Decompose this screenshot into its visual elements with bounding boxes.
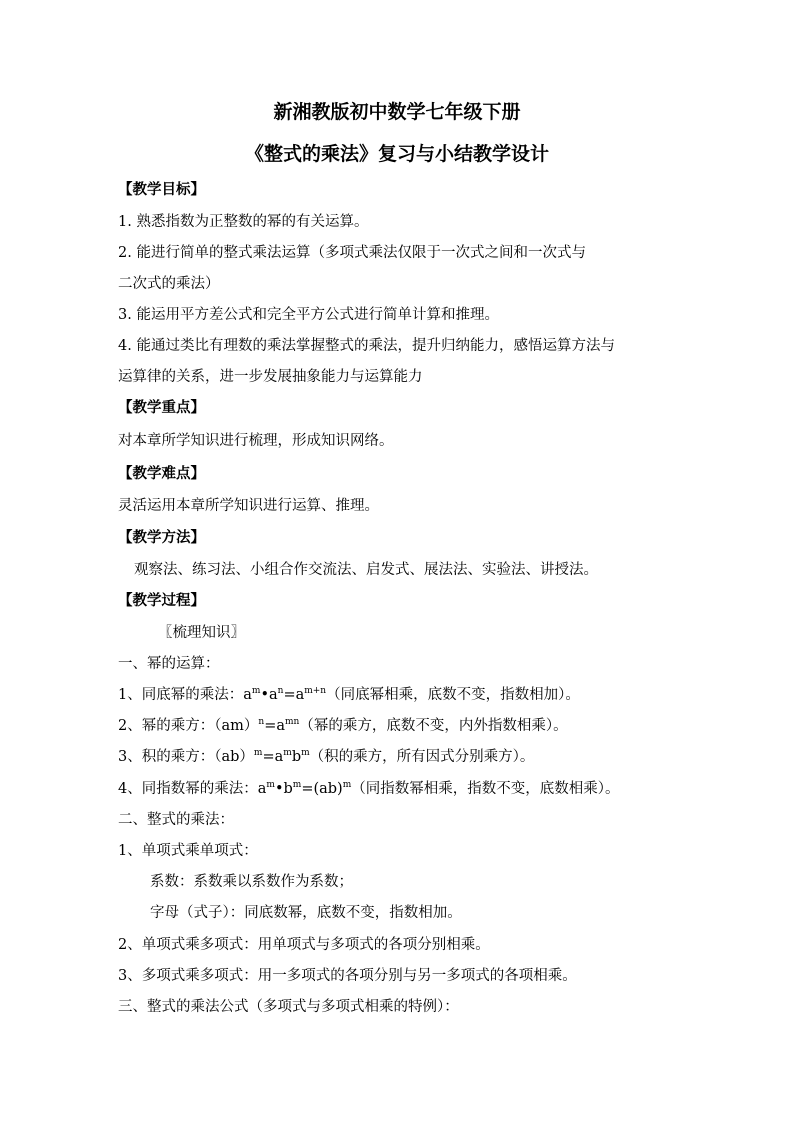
rule-4-desc: （同指数幂相乘，指数不变，底数相乘）。 [351,781,620,797]
objective-item-3: 3. 能运用平方差公式和完全平方公式进行简单计算和推理。 [118,307,499,323]
section-3-heading: 三、整式的乘法公式（多项式与多项式相乘的特例）： [118,999,459,1015]
difficulties-text: 灵活运用本章所学知识进行运算、推理。 [118,498,379,514]
objective-item-1: 1. 熟悉指数为正整数的幂的有关运算。 [118,214,369,230]
methods-text: 观察法、练习法、小组合作交流法、启发式、展法法、实验法、讲授法。 [134,562,598,578]
section-2-item-1b: 字母（式子）：同底数幂，底数不变，指数相加。 [150,905,462,921]
rule-1-desc: （同底幂相乘，底数不变，指数相加）。 [326,687,580,703]
key-points-heading: 【教学重点】 [118,399,205,416]
section-2-heading: 二、整式的乘法： [118,812,234,828]
rule-3-desc: （积的乘方，所有因式分别乘方）。 [309,749,535,765]
process-heading: 【教学过程】 [118,592,205,609]
objective-item-2-cont: 二次式的乘法） [118,276,220,292]
objectives-heading: 【教学目标】 [118,181,205,198]
key-points-text: 对本章所学知识进行梳理，形成知识网络。 [118,433,394,449]
rule-2: 2、幂的乘方：$(am)^n=a^{mn}$（幂的乘方，底数不变，内外指数相乘）。 [118,717,568,734]
section-2-item-1: 1、单项式乘单项式： [118,843,258,859]
section-2-item-2: 2、单项式乘多项式：用单项式与多项式的各项分别相乘。 [118,937,490,953]
rule-4-label: 4、同指数幂的乘法： [118,781,258,797]
rule-3-label: 3、积的乘方： [118,749,215,765]
section-2-item-1a: 系数：系数乘以系数作为系数； [150,874,353,890]
document-title: 新湘教版初中数学七年级下册 [273,101,521,123]
rule-1: 1、同底幂的乘法：$a^m•a^n=a^{m+n}$（同底幂相乘，底数不变，指数相加）。 [118,686,580,703]
objective-item-4: 4. 能通过类比有理数的乘法掌握整式的乘法，提升归纳能力，感悟运算方法与 [118,338,615,354]
difficulties-heading: 【教学难点】 [118,465,205,482]
methods-heading: 【教学方法】 [118,529,205,546]
rule-2-desc: （幂的乘方，底数不变，内外指数相乘）。 [299,718,568,734]
process-subheading: 〖梳理知识〗 [158,625,245,641]
rule-3: 3、积的乘方：$(ab)^m=a^mb^m$（积的乘方，所有因式分别乘方）。 [118,748,535,765]
rule-2-label: 2、幂的乘方： [118,718,215,734]
document-subtitle: 《整式的乘法》复习与小结教学设计 [244,143,549,165]
objective-item-2: 2. 能进行简单的整式乘法运算（多项式乘法仅限于一次式之间和一次式与 [118,245,586,261]
objective-item-4-cont: 运算律的关系，进一步发展抽象能力与运算能力 [118,369,423,385]
section-2-item-3: 3、多项式乘多项式：用一多项式的各项分别与另一多项式的各项相乘。 [118,968,577,984]
section-1-heading: 一、幂的运算： [118,656,220,672]
rule-4: 4、同指数幂的乘法：$a^m•b^m=(ab)^m$（同指数幂相乘，指数不变，底数相乘）。 [118,780,620,797]
rule-1-label: 1、同底幂的乘法： [118,687,244,703]
